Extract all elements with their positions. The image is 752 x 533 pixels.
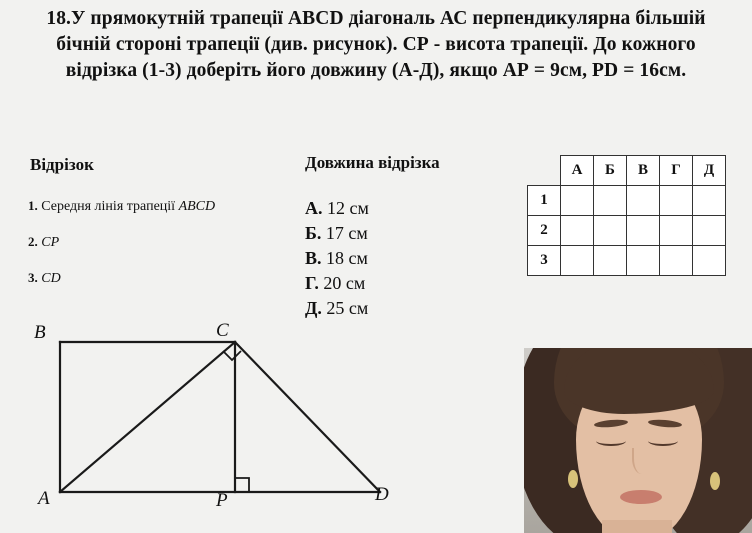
grid-cell[interactable] [693,246,726,276]
page-title: 18.У прямокутній трапеції ABCD діагональ АС перпендикулярна більшій бічній стороні трапеції (див. рисунок). СР - висота трапеції. До кожного відрізка (1-3) доберіть його довжину (А-Д), якщо АР = 9см, PD = 16см. [46,8,706,81]
grid-col-header: В [627,156,660,186]
option-letter: А. [305,198,323,218]
grid-cell[interactable] [561,216,594,246]
grid-col-header: Б [594,156,627,186]
grid-cell[interactable] [594,216,627,246]
eye-right [648,436,678,446]
table-row [528,246,726,276]
option-value: 20 см [323,273,366,293]
diagonal-AC [60,342,235,492]
length-options-list [305,196,485,321]
vertex-label-p: P [216,490,228,511]
eye-left [596,436,626,446]
grid-cell[interactable] [594,246,627,276]
table-row [528,216,726,246]
grid-corner [528,156,561,186]
person-photo [524,348,752,533]
neck [602,520,672,533]
segment-figure-name: ABCD [178,199,216,214]
segment-number: 1. [28,198,38,213]
grid-row-header: 3 [528,246,561,276]
side-CD [235,342,380,492]
grid-cell[interactable] [627,246,660,276]
option-value: 18 см [326,248,368,268]
column-heading-length: Довжина відрізка [305,153,440,172]
right-angle-mark-P [235,478,249,492]
grid-col-header: А [561,156,594,186]
list-item [28,270,303,287]
grid-cell[interactable] [561,186,594,216]
option-value: 12 см [327,198,369,218]
lips [620,490,662,504]
grid-row-header: 2 [528,216,561,246]
vertex-label-b: B [34,322,46,343]
segment-figure-name: СР [41,235,60,250]
grid-cell[interactable] [693,216,726,246]
option-value: 25 см [326,298,369,318]
grid-cell[interactable] [561,246,594,276]
nose [632,448,648,474]
grid-cell[interactable] [594,186,627,216]
vertex-label-d: D [375,484,389,505]
segment-number: 2. [28,234,38,249]
answer-grid [527,155,726,276]
list-item [305,246,485,271]
segment-list [28,198,303,306]
list-item [28,198,303,215]
column-heading-segment: Відрізок [30,155,94,174]
list-item [305,196,485,221]
grid-cell[interactable] [693,186,726,216]
grid-cell[interactable] [660,186,693,216]
vertex-label-c: C [216,320,229,341]
option-value: 17 см [325,223,368,243]
table-row [528,186,726,216]
segment-figure-name: CD [41,271,61,286]
option-letter: Д. [305,298,322,318]
grid-col-header: Д [693,156,726,186]
grid-row-header: 1 [528,186,561,216]
list-item [305,271,485,296]
grid-cell[interactable] [627,216,660,246]
fringe [564,348,714,414]
earring-left [568,470,578,488]
earring-right [710,472,720,490]
grid-cell[interactable] [660,216,693,246]
option-letter: В. [305,248,322,268]
grid-col-header: Г [660,156,693,186]
list-item [305,221,485,246]
list-item [28,234,303,251]
vertex-label-a: A [38,488,50,509]
segment-text: Середня лінія трапеції [41,199,176,214]
segment-number: 3. [28,270,38,285]
right-angle-mark-C [223,351,241,360]
option-letter: Б. [305,223,322,243]
grid-cell[interactable] [627,186,660,216]
trapezoid-figure [20,312,420,527]
table-row [528,156,726,186]
option-letter: Г. [305,273,319,293]
grid-cell[interactable] [660,246,693,276]
